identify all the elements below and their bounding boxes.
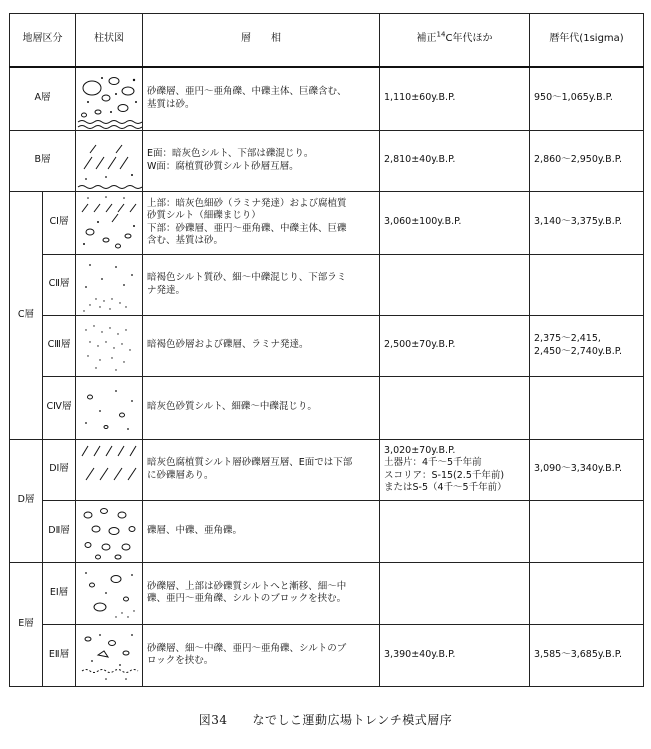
layer-c3-label: CⅢ層 bbox=[43, 315, 76, 376]
header-c14 bbox=[380, 14, 530, 67]
table-row bbox=[10, 315, 644, 376]
header-facies: 層 相 bbox=[143, 14, 380, 67]
column-c3 bbox=[76, 315, 143, 376]
column-d1 bbox=[76, 439, 143, 500]
layer-d2-calendar bbox=[530, 500, 644, 562]
header-c14-prefix: 補正 bbox=[416, 33, 437, 45]
header-column: 柱状図 bbox=[76, 14, 143, 67]
layer-d-label: D層 bbox=[10, 439, 43, 562]
sandy-gravel-pattern-icon bbox=[76, 563, 143, 624]
column-a bbox=[76, 67, 143, 131]
header-calendar: 暦年代(1sigma) bbox=[530, 14, 644, 67]
header-c14-suffix: C年代ほか bbox=[445, 33, 493, 45]
header-row bbox=[10, 14, 644, 67]
humic-silt-pattern-icon bbox=[76, 440, 143, 500]
column-e1 bbox=[76, 562, 143, 624]
layer-b-calendar: 2,860〜2,950y.B.P. bbox=[530, 130, 644, 191]
layer-b-facies: E面：暗灰色シルト、下部は礫混じり。 W面：腐植質砂質シルト砂層互層。 bbox=[143, 130, 380, 191]
column-c1 bbox=[76, 191, 143, 254]
layer-c2-facies: 暗褐色シルト質砂、細〜中礫混じり、下部ラミ ナ発達。 bbox=[143, 254, 380, 315]
silty-sand-pattern-icon bbox=[76, 255, 143, 315]
fine-gravel-pattern-icon bbox=[76, 625, 143, 686]
table-row bbox=[10, 130, 644, 191]
stratigraphy-table bbox=[9, 13, 644, 687]
layer-d2-c14 bbox=[380, 500, 530, 562]
layer-c4-facies: 暗灰色砂質シルト、細礫〜中礫混じり。 bbox=[143, 376, 380, 439]
layer-d1-label: DⅠ層 bbox=[43, 439, 76, 500]
layer-c3-facies: 暗褐色砂層および礫層、ラミナ発達。 bbox=[143, 315, 380, 376]
layer-c1-label: CⅠ層 bbox=[43, 191, 76, 254]
layer-c3-c14: 2,500±70y.B.P. bbox=[380, 315, 530, 376]
layer-d1-c14: 3,020±70y.B.P. 土器片：4千〜5千年前 スコリア：S-15(2.5千年前) またはS-5（4千〜5千年前） bbox=[380, 439, 530, 500]
figure-caption: 図34 なでしこ運動広場トレンチ模式層序 bbox=[198, 713, 453, 727]
layer-a-facies: 砂礫層、亜円〜亜角礫、中礫主体、巨礫含む、 基質は砂。 bbox=[143, 67, 380, 131]
header-area: 地層区分 bbox=[10, 14, 76, 67]
layer-c4-c14 bbox=[380, 376, 530, 439]
layer-b-label: B層 bbox=[10, 130, 76, 191]
silt-pattern-icon bbox=[76, 131, 143, 191]
column-c4 bbox=[76, 376, 143, 439]
layer-d1-calendar: 3,090〜3,340y.B.P. bbox=[530, 439, 644, 500]
layer-e-label: E層 bbox=[10, 562, 43, 686]
layer-c2-c14 bbox=[380, 254, 530, 315]
layer-d1-facies: 暗灰色腐植質シルト層砂礫層互層、E面では下部 に砂礫層あり。 bbox=[143, 439, 380, 500]
layer-e2-c14: 3,390±40y.B.P. bbox=[380, 624, 530, 686]
layer-d2-facies: 礫層、中礫、亜角礫。 bbox=[143, 500, 380, 562]
layer-c4-calendar bbox=[530, 376, 644, 439]
header-c14-sup: 14 bbox=[436, 31, 446, 40]
column-e2 bbox=[76, 624, 143, 686]
pebble-pattern-icon bbox=[76, 501, 143, 562]
layer-a-label: A層 bbox=[10, 67, 76, 131]
layer-c2-calendar bbox=[530, 254, 644, 315]
layer-e2-label: EⅡ層 bbox=[43, 624, 76, 686]
layer-c1-facies: 上部：暗灰色細砂（ラミナ発達）および腐植質 砂質シルト（細礫まじり） 下部：砂礫層、亜円〜亜角礫、中礫主体、巨礫 含む、基質は砂。 bbox=[143, 191, 380, 254]
layer-c2-label: CⅡ層 bbox=[43, 254, 76, 315]
table-row bbox=[10, 254, 644, 315]
column-d2 bbox=[76, 500, 143, 562]
table-row bbox=[10, 191, 644, 254]
column-c2 bbox=[76, 254, 143, 315]
layer-a-calendar: 950〜1,065y.B.P. bbox=[530, 67, 644, 131]
gravel-pattern-icon bbox=[76, 68, 143, 130]
sandy-silt-pattern-icon bbox=[76, 377, 143, 439]
layer-e1-c14 bbox=[380, 562, 530, 624]
layer-e1-facies: 砂礫層、上部は砂礫質シルトへと漸移、細〜中 礫、亜円〜亜角礫、シルトのブロックを挟む。 bbox=[143, 562, 380, 624]
table-row bbox=[10, 624, 644, 686]
table-row bbox=[10, 439, 644, 500]
layer-c1-c14: 3,060±100y.B.P. bbox=[380, 191, 530, 254]
table-row bbox=[10, 500, 644, 562]
laminated-sand-pattern-icon bbox=[76, 316, 143, 376]
table-row bbox=[10, 376, 644, 439]
layer-c3-calendar: 2,375〜2,415, 2,450〜2,740y.B.P. bbox=[530, 315, 644, 376]
layer-b-c14: 2,810±40y.B.P. bbox=[380, 130, 530, 191]
layer-a-c14: 1,110±60y.B.P. bbox=[380, 67, 530, 131]
layer-c-label: C層 bbox=[10, 191, 43, 439]
layer-e2-calendar: 3,585〜3,685y.B.P. bbox=[530, 624, 644, 686]
layer-c1-calendar: 3,140〜3,375y.B.P. bbox=[530, 191, 644, 254]
layer-d2-label: DⅡ層 bbox=[43, 500, 76, 562]
layer-e1-label: EⅠ層 bbox=[43, 562, 76, 624]
column-b bbox=[76, 130, 143, 191]
sand-gravel-pattern-icon bbox=[76, 192, 143, 254]
table-row bbox=[10, 67, 644, 131]
layer-e1-calendar bbox=[530, 562, 644, 624]
layer-c4-label: CⅣ層 bbox=[43, 376, 76, 439]
layer-e2-facies: 砂礫層、細〜中礫、亜円〜亜角礫、シルトのブ ロックを挟む。 bbox=[143, 624, 380, 686]
table-row bbox=[10, 562, 644, 624]
